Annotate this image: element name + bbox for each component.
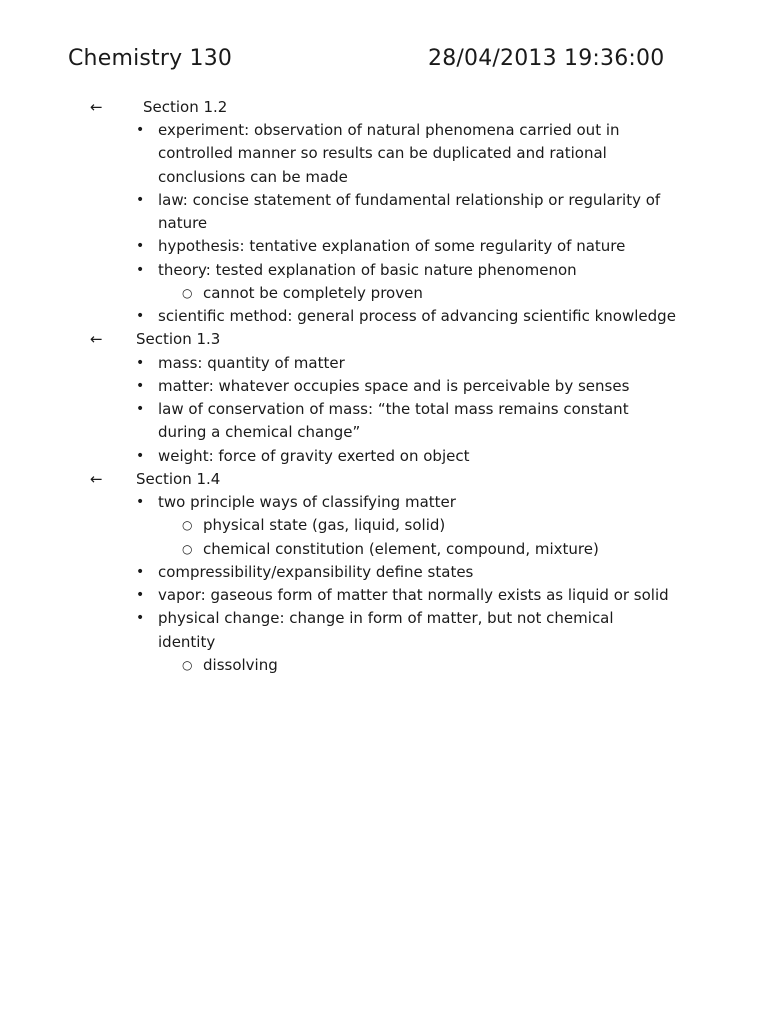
bullet-icon: • xyxy=(136,238,145,254)
section-heading: Section 1.2 xyxy=(143,98,228,116)
sub-note-line: chemical constitution (element, compound, mixture) xyxy=(203,540,599,558)
section-arrow-icon: ← xyxy=(90,470,103,488)
note-line: hypothesis: tentative explanation of some regularity of nature xyxy=(158,237,626,255)
section-arrow-icon: ← xyxy=(90,330,103,348)
bullet-icon: • xyxy=(136,448,145,464)
note-line: physical change: change in form of matter, but not chemical xyxy=(158,609,614,627)
sub-bullet-icon: ○ xyxy=(182,286,193,300)
sub-note-line: physical state (gas, liquid, solid) xyxy=(203,516,446,534)
document-title: Chemistry 130 xyxy=(68,46,233,71)
bullet-icon: • xyxy=(136,355,145,371)
note-line: law: concise statement of fundamental relationship or regularity of xyxy=(158,191,661,209)
note-line: compressibility/expansibility define states xyxy=(158,563,474,581)
bullet-icon: • xyxy=(136,494,145,510)
bullet-icon: • xyxy=(136,587,145,603)
section-arrow-icon: ← xyxy=(90,98,103,116)
sub-note-line: cannot be completely proven xyxy=(203,284,423,302)
sub-bullet-icon: ○ xyxy=(182,658,193,672)
note-line: nature xyxy=(158,214,208,232)
note-line: experiment: observation of natural phenomena carried out in xyxy=(158,121,620,139)
note-line: during a chemical change” xyxy=(158,423,361,441)
bullet-icon: • xyxy=(136,610,145,626)
note-line: matter: whatever occupies space and is perceivable by senses xyxy=(158,377,630,395)
bullet-icon: • xyxy=(136,262,145,278)
sub-bullet-icon: ○ xyxy=(182,518,193,532)
section-heading: Section 1.4 xyxy=(136,470,221,488)
note-line: scientific method: general process of advancing scientific knowledge xyxy=(158,307,676,325)
bullet-icon: • xyxy=(136,308,145,324)
bullet-icon: • xyxy=(136,378,145,394)
note-line: weight: force of gravity exerted on object xyxy=(158,447,470,465)
bullet-icon: • xyxy=(136,401,145,417)
note-line: controlled manner so results can be duplicated and rational xyxy=(158,144,607,162)
note-line: theory: tested explanation of basic nature phenomenon xyxy=(158,261,577,279)
sub-note-line: dissolving xyxy=(203,656,278,674)
bullet-icon: • xyxy=(136,564,145,580)
document-datetime: 28/04/2013 19:36:00 xyxy=(428,46,665,71)
note-line: identity xyxy=(158,633,216,651)
section-heading: Section 1.3 xyxy=(136,330,221,348)
note-line: vapor: gaseous form of matter that normally exists as liquid or solid xyxy=(158,586,669,604)
note-line: two principle ways of classifying matter xyxy=(158,493,456,511)
sub-bullet-icon: ○ xyxy=(182,542,193,556)
bullet-icon: • xyxy=(136,122,145,138)
note-line: mass: quantity of matter xyxy=(158,354,345,372)
note-line: law of conservation of mass: “the total mass remains constant xyxy=(158,400,629,418)
note-line: conclusions can be made xyxy=(158,168,348,186)
bullet-icon: • xyxy=(136,192,145,208)
